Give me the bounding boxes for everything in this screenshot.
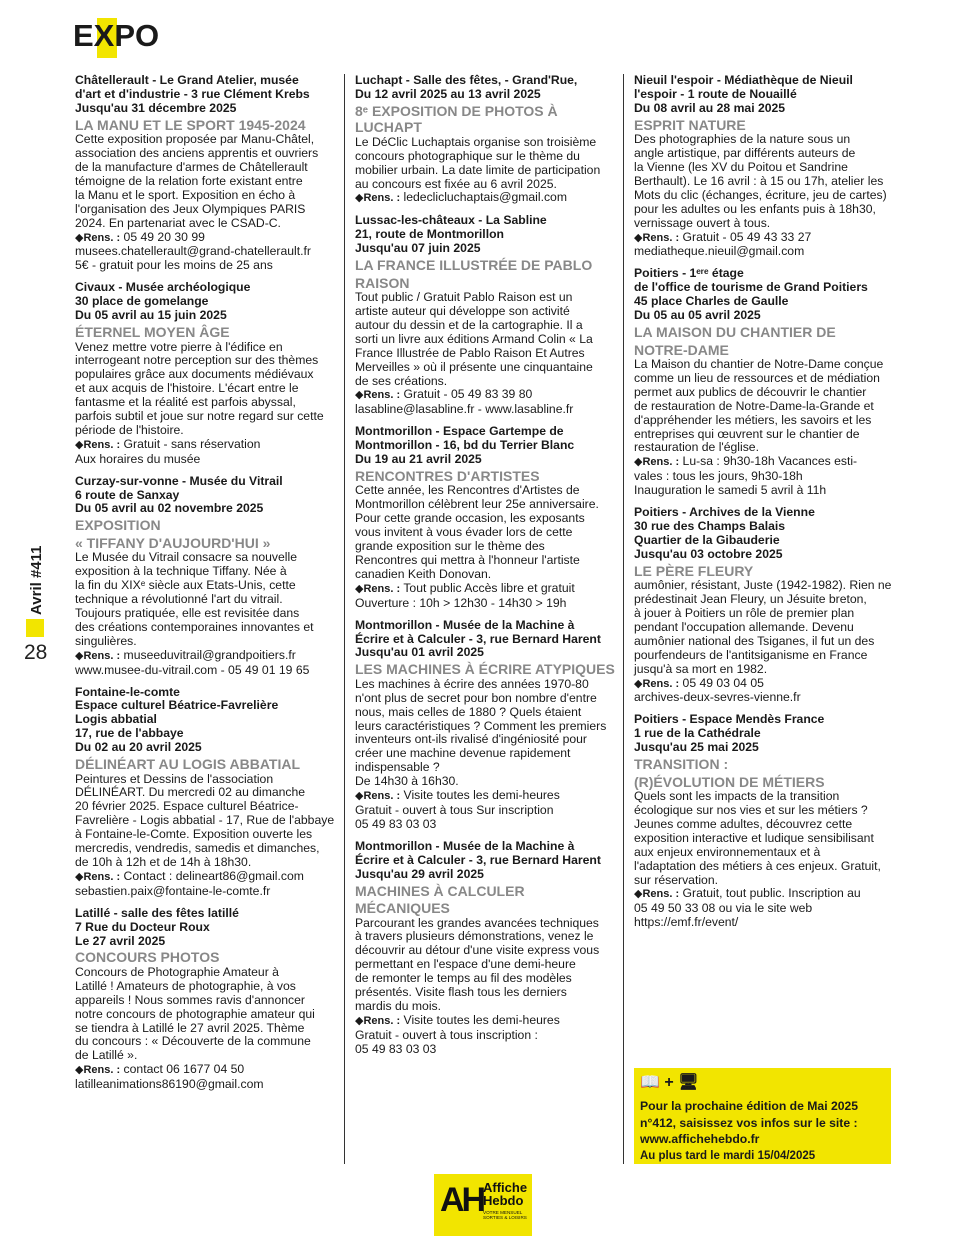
event-venue-line: de l'office de tourisme de Grand Poitiers [634, 280, 868, 295]
event-entry [75, 281, 337, 466]
event-description-line: Venez mettre votre pierre à l'édifice en [75, 339, 283, 354]
rens-label: Rens. : [83, 438, 121, 451]
event-info-value: Gratuit, tout public. Inscription au [682, 886, 861, 901]
event-description-line: restauration de l'église. [634, 440, 759, 455]
event-description-line: jusqu'à sa mort en 1982. [634, 661, 768, 676]
event-title: LA FRANCE ILLUSTRÉE DE PABLO [355, 257, 593, 274]
event-entry [75, 686, 337, 899]
event-info-value: Gratuit - 05 49 43 33 27 [682, 229, 812, 244]
event-description-line: La Maison du chantier de Notre-Dame conçue [634, 357, 884, 371]
event-venue-line: 30 place de gomelange [75, 294, 209, 309]
event-description-line: à jouer à Poitiers un rôle de premier plan [634, 606, 855, 620]
event-venue-line: Fontaine-le-comte [75, 684, 180, 699]
event-title: NOTRE-DAME [634, 341, 729, 358]
event-description-line: découvrir au détour d'une visite express vous [355, 943, 600, 958]
event-venue-line: Nieuil l'espoir - Médiathèque de Nieuil [634, 73, 853, 87]
event-info-value: vales : tous les jours, 9h30-18h [634, 469, 803, 484]
event-entry [355, 840, 617, 1057]
event-info-line [634, 455, 896, 470]
event-description-line: la Vienne (les XV du Poitou et Sandrine [634, 160, 848, 175]
event-description-line: France Illustrée de Pablo Raison Et Autres [355, 345, 585, 360]
folio-square [26, 619, 44, 637]
event-description-line: présentés. Visite flash tous les derniers [355, 985, 567, 1000]
event-description-line: Pour cette grande occasion, les exposants [355, 511, 585, 526]
event-description-line: la Manu et le sport. Exposition en écho à [75, 187, 296, 202]
event-venue-line: Du 02 au 20 avril 2025 [75, 740, 202, 755]
event-title: MÉCANIQUES [355, 900, 450, 916]
event-entry [634, 506, 896, 705]
event-description-line: Toujours pratiquée, elle est revisitée dans [75, 606, 300, 620]
event-description-line: du concours : « Découverte de la commune [75, 1034, 311, 1049]
event-title: « TIFFANY D'AUJOURD'HUI » [75, 534, 271, 551]
event-description-line: la fin du XIXᵉ siècle aux Etats-Unis, cette [75, 578, 296, 593]
event-description-line: Favrelière - Logis abbatial - 17, Rue de l'abbaye [75, 813, 335, 828]
event-title: EXPOSITION [75, 517, 161, 534]
event-description-line: concours photographique sur le thème du [355, 148, 580, 163]
event-description-line: Les machines à écrire des années 1970-80 [355, 676, 589, 691]
diamond-icon: ◆ [355, 192, 364, 205]
event-entry [75, 74, 337, 273]
event-description-line: Cette année, les Rencontres d'Artistes de [355, 483, 580, 498]
event-info-line [355, 818, 617, 832]
promo-line: n°412, saisissez vos infos sur le site : [640, 1115, 858, 1130]
event-description-line: pour les adultes ou les enfants puis à 18h30, [634, 201, 876, 216]
event-venue-line: Latillé - salle des fêtes latillé [75, 905, 239, 920]
event-info-value: Contact : delineart86@gmail.com [123, 868, 304, 883]
event-venue-line: Poitiers - Archives de la Vienne [634, 505, 815, 520]
event-info-value: Gratuit - 05 49 83 39 80 [403, 387, 533, 402]
event-venue-line: Lussac-les-châteaux - La Sabline [355, 213, 547, 228]
event-entry [355, 214, 617, 417]
event-entry [75, 475, 337, 678]
event-venue-line: Écrire et à Calculer - 3, rue Bernard Harent [355, 852, 601, 867]
rens-label: Rens. : [642, 231, 680, 244]
event-description-line: mardis du mois. [355, 998, 442, 1013]
event-description-line: pendant l'occupation allemande. Devenu [634, 619, 854, 634]
event-venue-line: Montmorillon - 16, bd du Terrier Blanc [355, 438, 575, 453]
event-info-value: Ouverture : 10h > 12h30 - 14h30 > 19h [355, 595, 567, 610]
column-divider [623, 74, 624, 1164]
event-title: (R)ÉVOLUTION DE MÉTIERS [634, 773, 825, 790]
event-description-line: Cette exposition proposée par Manu-Châtel, [75, 132, 315, 147]
event-entry [634, 713, 896, 930]
section-title: EXPO [73, 18, 160, 53]
event-info-line [75, 245, 337, 259]
event-description-line: parfois subtil et joue sur notre regard sur cette [75, 409, 324, 424]
event-info-line [75, 259, 337, 273]
promo-box [634, 1068, 891, 1164]
event-info-value: Visite toutes les demi-heures [403, 1012, 560, 1027]
event-venue-line: 45 place Charles de Gaulle [634, 294, 789, 309]
event-venue-line: Jusqu'au 03 octobre 2025 [634, 546, 783, 561]
event-description-line: 2024. En partenariat avec le CSAD-C. [75, 215, 281, 230]
event-venue-line: 30 rue des Champs Balais [634, 518, 786, 533]
event-info-value: 05 49 50 33 08 ou via le site web [634, 901, 813, 916]
event-description-line: artiste auteur qui développe son activité [355, 303, 570, 318]
event-info-line [355, 1029, 617, 1043]
diamond-icon: ◆ [355, 790, 364, 803]
event-title: MACHINES À CALCULER [355, 882, 525, 899]
event-info-value: Inauguration le samedi 5 avril à 11h [634, 483, 827, 498]
diamond-icon: ◆ [75, 649, 84, 662]
event-info-value: 05 49 20 30 99 [123, 229, 205, 244]
event-info-value: contact 06 1677 04 50 [123, 1062, 245, 1077]
event-title: LES MACHINES À ÉCRIRE ATYPIQUES [355, 661, 615, 678]
event-venue-line: Châtellerault - Le Grand Atelier, musée [75, 73, 299, 87]
event-entry [634, 74, 896, 259]
event-entry [634, 267, 896, 498]
event-info-value: Gratuit - ouvert à tous inscription : [355, 1027, 538, 1042]
event-description-line: Latillé ! Amateurs de photographie, à vos [75, 978, 296, 993]
event-description-line: de la manufacture d'armes de Châtellerault [75, 160, 308, 175]
event-description-line: prédestinait Jean Fleury, un Jésuite breton, [634, 592, 867, 607]
event-description-line: indispensable ? [355, 760, 440, 775]
event-description-line: permettant en l'espace d'une demi-heure [355, 957, 576, 972]
event-info-line [634, 691, 896, 705]
rens-label: Rens. : [642, 677, 680, 690]
event-description-line: exposition interactive et ludique sensibilisant [634, 830, 874, 845]
event-description-line: Tout public / Gratuit Pablo Raison est un [355, 290, 573, 305]
event-venue-line: Espace culturel Béatrice-Favrelière [75, 698, 279, 713]
event-description-line: aumônier national des Tsiganes, il fut un des [634, 633, 875, 648]
event-description-line: de Latillé ». [75, 1048, 138, 1063]
event-venue-line: Du 05 avril au 15 juin 2025 [75, 308, 227, 323]
event-info-value: Aux horaires du musée [75, 451, 201, 466]
event-info-value: Gratuit - ouvert à tous Sur inscription [355, 802, 554, 817]
event-description-line: n'ont plus de secret pour bon nombre d'entre [355, 690, 597, 705]
logo-tagline: SORTIES & LOISIRS [483, 1215, 527, 1220]
event-description-line: à travers plusieurs démonstrations, venez le [355, 929, 594, 944]
event-info-line [75, 231, 337, 246]
event-description-line: Peintures et Dessins de l'association [75, 771, 274, 786]
event-description-line: mobilier urbain. La date limite de participation [355, 162, 601, 177]
event-description-line: Concours de Photographie Amateur à [75, 964, 279, 979]
diamond-icon: ◆ [634, 231, 643, 244]
event-description-line: exposition à la technique Tiffany. Née à [75, 564, 287, 579]
event-info-line [634, 887, 896, 902]
rens-label: Rens. : [363, 389, 401, 402]
event-venue-line: 1 rue de la Cathédrale [634, 726, 761, 741]
event-info-line [355, 789, 617, 804]
diamond-icon: ◆ [634, 456, 643, 469]
event-description-line: permet aux publics de découvrir le chantier [634, 384, 867, 399]
event-description-line: Rencontres qui mettra à l'honneur l'artiste [355, 552, 580, 567]
affiche-hebdo-logo [434, 1174, 532, 1236]
column-2 [355, 74, 617, 1065]
event-description-line: à Fontaine-le-Comte. Exposition ouverte les [75, 827, 313, 842]
rens-label: Rens. : [83, 870, 121, 883]
event-info-value: https://emf.fr/event/ [634, 915, 739, 930]
event-venue-line: Écrire et à Calculer - 3, rue Bernard Harent [355, 631, 601, 646]
page-number: 28 [24, 641, 48, 664]
event-description-line: période de l'histoire. [75, 422, 184, 437]
diamond-icon: ◆ [75, 1064, 84, 1077]
rens-label: Rens. : [363, 790, 401, 803]
event-description-line: vous invitent à vous évader lors de cette [355, 525, 573, 540]
event-info-line [75, 1063, 337, 1078]
event-description-line: sorti un livre aux éditions Armand Colin « La [355, 331, 593, 346]
event-description-line: mercredis, vendredis, samedis et dimanches, [75, 841, 320, 856]
event-description-line: Des photographies de la nature sous un [634, 132, 851, 147]
event-info-value: 05 49 83 03 03 [355, 816, 437, 831]
event-venue-line: Poitiers - 1ᵉʳᵉ étage [634, 266, 744, 281]
event-info-line [75, 664, 337, 678]
event-venue-line: 7 Rue du Docteur Roux [75, 919, 210, 934]
event-description-line: se tiendra à Latillé le 27 avril 2025. Thème [75, 1020, 305, 1035]
event-entry [75, 907, 337, 1092]
event-description-line: de remonter le temps au fil des modèles [355, 971, 572, 986]
event-description-line: autour du dessin et de la cartographie. Il a [355, 317, 583, 332]
event-venue-line: Du 05 avril au 02 novembre 2025 [75, 501, 264, 516]
page-folio [24, 545, 50, 675]
event-venue-line: Poitiers - Espace Mendès France [634, 712, 825, 727]
event-info-value: Lu-sa : 9h30-18h Vacances esti- [682, 454, 858, 469]
rens-label: Rens. : [642, 456, 680, 469]
event-description-line: de 10h à 12h et de 14h à 18h30. [75, 855, 252, 869]
rens-label: Rens. : [642, 888, 680, 901]
event-title: ESPRIT NATURE [634, 116, 746, 133]
event-title: DÉLINÉART AU LOGIS ABBATIAL [75, 756, 301, 773]
event-description-line: de ses créations. [355, 373, 448, 388]
event-info-line [355, 388, 617, 403]
event-description-line: grande exposition sur le thème des [355, 539, 545, 554]
event-title: LA MANU ET LE SPORT 1945-2024 [75, 116, 306, 133]
event-info-value: 5€ - gratuit pour les moins de 25 ans [75, 258, 273, 273]
event-info-line [75, 870, 337, 885]
event-description-line: Berthault). Le 16 avril : à 15 ou 17h, atelier les [634, 173, 884, 188]
event-venue-line: Jusqu'au 07 juin 2025 [355, 241, 481, 256]
event-venue-line: Montmorillon - Musée de la Machine à [355, 838, 575, 853]
event-entry [355, 74, 617, 206]
logo-name: Hebdo [483, 1193, 524, 1208]
event-info-value: lasabline@lasabline.fr - www.lasabline.fr [355, 402, 574, 417]
event-venue-line: Jusqu'au 25 mai 2025 [634, 740, 759, 755]
event-description-line: comme un lieu de ressources et de médiation [634, 370, 880, 385]
event-description-line: au concours est fixée au 6 avril 2025. [355, 176, 557, 191]
promo-line: Pour la prochaine édition de Mai 2025 [640, 1099, 859, 1113]
event-venue-line: Du 08 avril au 28 mai 2025 [634, 100, 786, 115]
diamond-icon: ◆ [634, 888, 643, 901]
rens-label: Rens. : [83, 649, 121, 662]
event-venue-line: Jusqu'au 31 décembre 2025 [75, 100, 237, 115]
event-info-line [634, 470, 896, 484]
event-info-line [75, 453, 337, 467]
event-description-line: De 14h30 à 16h30. [355, 774, 459, 789]
event-venue-line: Du 05 au 05 avril 2025 [634, 308, 761, 323]
event-description-line: Le DéClic Luchaptais organise son troisième [355, 134, 597, 149]
event-info-line [634, 677, 896, 692]
event-venue-line: Quartier de la Gibauderie [634, 532, 780, 547]
event-description-line: écologique sur nos vies et sur les métiers ? [634, 802, 868, 817]
event-description-line: pourfendeurs de l'antitsiganisme en France [634, 647, 868, 662]
event-info-value: 05 49 83 03 03 [355, 1041, 437, 1056]
event-info-line [355, 582, 617, 597]
event-info-value: Tout public Accès libre et gratuit [403, 580, 575, 595]
promo-link[interactable]: www.affichehebdo.fr [640, 1132, 760, 1146]
event-venue-line: Jusqu'au 01 avril 2025 [355, 645, 484, 660]
event-description-line: entreprises qui œuvrent sur le chantier de [634, 426, 860, 441]
event-info-value: Gratuit - sans réservation [123, 436, 261, 451]
rens-label: Rens. : [363, 1014, 401, 1027]
event-description-line: interrogeant notre perception sur des thèmes [75, 353, 319, 368]
diamond-icon: ◆ [75, 438, 84, 451]
event-info-value: 05 49 03 04 05 [682, 675, 764, 690]
event-description-line: aux enjeux environnementaux et à [634, 844, 821, 859]
event-description-line: vernissage ouvert à tous. [634, 215, 771, 230]
event-title: TRANSITION : [634, 756, 729, 773]
section-header [73, 16, 159, 56]
event-description-line: notre concours de photographie amateur qui [75, 1006, 315, 1021]
logo-tagline: VOTRE MENSUEL [483, 1210, 523, 1215]
event-description-line: angle artistique, par différents auteurs de [634, 146, 856, 161]
event-description-line: sur réservation. [634, 872, 718, 887]
event-description-line: DÉLINÉART. Du mercredi 02 au dimanche [75, 785, 306, 800]
event-info-line [355, 403, 617, 417]
issue-label: Avril #411 [28, 545, 45, 615]
event-description-line: des créations contemporaines innovantes et [75, 619, 314, 634]
event-info-line [75, 438, 337, 453]
event-info-line [75, 1078, 337, 1092]
event-description-line: l'adaptation des métiers à ces enjeux. Gratuit, [634, 858, 881, 873]
event-venue-line: 21, route de Montmorillon [355, 227, 504, 242]
event-description-line: créer une machine devenue rapidement [355, 746, 571, 761]
event-description-line: Jeunes comme adultes, découvrez cette [634, 816, 853, 831]
event-venue-line: Jusqu'au 29 avril 2025 [355, 866, 484, 881]
logo-mark: AH [440, 1181, 484, 1219]
event-info-value: Visite toutes les demi-heures [403, 788, 560, 803]
column-3 [634, 74, 896, 938]
event-info-line [355, 1014, 617, 1029]
event-info-line [355, 597, 617, 611]
event-info-line [634, 902, 896, 916]
event-description-line: Parcourant les grandes avancées techniques [355, 915, 599, 930]
event-description-line: populaires grâce aux documents médiévaux [75, 367, 314, 382]
event-title: RAISON [355, 274, 410, 291]
event-info-line [355, 191, 617, 206]
event-venue-line: Luchapt - Salle des fêtes, - Grand'Rue, [355, 73, 578, 87]
event-venue-line: Civaux - Musée archéologique [75, 280, 251, 295]
rens-label: Rens. : [363, 192, 401, 205]
diamond-icon: ◆ [355, 1014, 364, 1027]
promo-deadline: Au plus tard le mardi 15/04/2025 [640, 1149, 816, 1162]
event-venue-line: Montmorillon - Espace Gartempe de [355, 424, 564, 439]
event-description-line: Merveilles » où il présente une cinquantaine [355, 359, 593, 374]
event-info-value: ledeclicluchaptais@gmail.com [403, 190, 567, 205]
event-description-line: l'organisation des Jeux Olympiques PARIS [75, 201, 306, 216]
event-venue-line: Du 19 au 21 avril 2025 [355, 452, 482, 467]
event-info-line [634, 484, 896, 498]
column-1 [75, 74, 337, 1100]
diamond-icon: ◆ [355, 582, 364, 595]
event-description-line: fantasme et la réalité est parfois abyssal, [75, 395, 296, 410]
event-description-line: nous, mais celles de 1880 ? Quels étaient [355, 704, 582, 719]
event-venue-line: Curzay-sur-vonne - Musée du Vitrail [75, 473, 283, 488]
event-description-line: et aux acquis de l'histoire. L'écart entre le [75, 381, 299, 396]
event-info-line [75, 649, 337, 664]
event-info-value: mediatheque.nieuil@gmail.com [634, 244, 805, 259]
event-info-value: latilleanimations86190@gmail.com [75, 1077, 264, 1092]
event-description-line: Montmorillon célèbrent leur 25e anniversaire. [355, 497, 599, 512]
event-description-line: d'appréhender les métiers, les savoirs et les [634, 412, 872, 427]
event-description-line: témoigne de la relation forte existant entre [75, 173, 303, 188]
event-info-line [75, 885, 337, 899]
diamond-icon: ◆ [75, 870, 84, 883]
event-title: LE PÈRE FLEURY [634, 562, 754, 579]
event-entry [355, 425, 617, 610]
event-venue-line: Du 12 avril 2025 au 13 avril 2025 [355, 86, 541, 101]
event-info-line [355, 804, 617, 818]
event-venue-line: Montmorillon - Musée de la Machine à [355, 617, 575, 632]
event-description-line: de restauration de Notre-Dame-la-Grande et [634, 398, 874, 413]
book-screen-icon: 📖 + 🖥 [640, 1074, 699, 1091]
event-venue-line: 17, rue de l'abbaye [75, 726, 184, 741]
event-info-value: museeduvitrail@grandpoitiers.fr [123, 647, 296, 662]
diamond-icon: ◆ [355, 389, 364, 402]
event-description-line: 20 février 2025. Espace culturel Béatrice- [75, 799, 299, 814]
event-description-line: singulières. [75, 633, 137, 648]
event-info-value: www.musee-du-vitrail.com - 05 49 01 19 65 [75, 662, 310, 677]
event-description-line: Mots du clic (échanges, écriture, jeu de cartes) [634, 187, 887, 202]
event-venue-line: l'espoir - 1 route de Nouaillé [634, 86, 797, 101]
diamond-icon: ◆ [75, 231, 84, 244]
event-title: ÉTERNEL MOYEN ÂGE [75, 324, 230, 340]
event-title: 8ᵉ EXPOSITION DE PHOTOS À LUCHAPT [355, 102, 558, 136]
event-description-line: leurs caractéristiques ? Comment les premiers [355, 718, 607, 733]
rens-label: Rens. : [363, 582, 401, 595]
event-description-line: aumônier, résistant, Juste (1942-1982). Rien ne [634, 578, 892, 593]
event-description-line: Le Musée du Vitrail consacre sa nouvelle [75, 550, 297, 565]
event-info-value: archives-deux-sevres-vienne.fr [634, 690, 801, 705]
event-description-line: association des anciens apprentis et ouvriers [75, 146, 319, 161]
event-title: RENCONTRES D'ARTISTES [355, 467, 540, 484]
event-info-line [355, 1043, 617, 1057]
event-title: CONCOURS PHOTOS [75, 949, 220, 966]
logo-name: Affiche [483, 1180, 528, 1195]
rens-label: Rens. : [83, 231, 121, 244]
event-info-line [634, 245, 896, 259]
event-info-value: musees.chatellerault@grand-chatellerault.fr [75, 244, 311, 259]
event-venue-line: Logis abbatial [75, 712, 157, 727]
event-title: LA MAISON DU CHANTIER DE [634, 324, 836, 340]
event-description-line: appareils ! Nous sommes ravis d'annoncer [75, 992, 305, 1007]
event-info-line [634, 231, 896, 246]
event-venue-line: d'art et d'industrie - 3 rue Clément Krebs [75, 86, 310, 101]
event-venue-line: 6 route de Sanxay [75, 487, 180, 502]
rens-label: Rens. : [83, 1064, 121, 1077]
event-info-line [634, 916, 896, 930]
event-entry [355, 619, 617, 832]
event-description-line: inventeurs ont-ils rivalisé d'ingéniosité pour [355, 732, 587, 747]
column-divider [344, 74, 345, 1164]
event-description-line: Quels sont les impacts de la transition [634, 789, 840, 804]
event-venue-line: Le 27 avril 2025 [75, 933, 166, 948]
event-description-line: canadien Keith Donovan. [355, 566, 492, 581]
event-description-line: technique a révolutionné l'art du vitrail. [75, 592, 283, 607]
diamond-icon: ◆ [634, 677, 643, 690]
event-info-value: sebastien.paix@fontaine-le-comte.fr [75, 883, 271, 898]
